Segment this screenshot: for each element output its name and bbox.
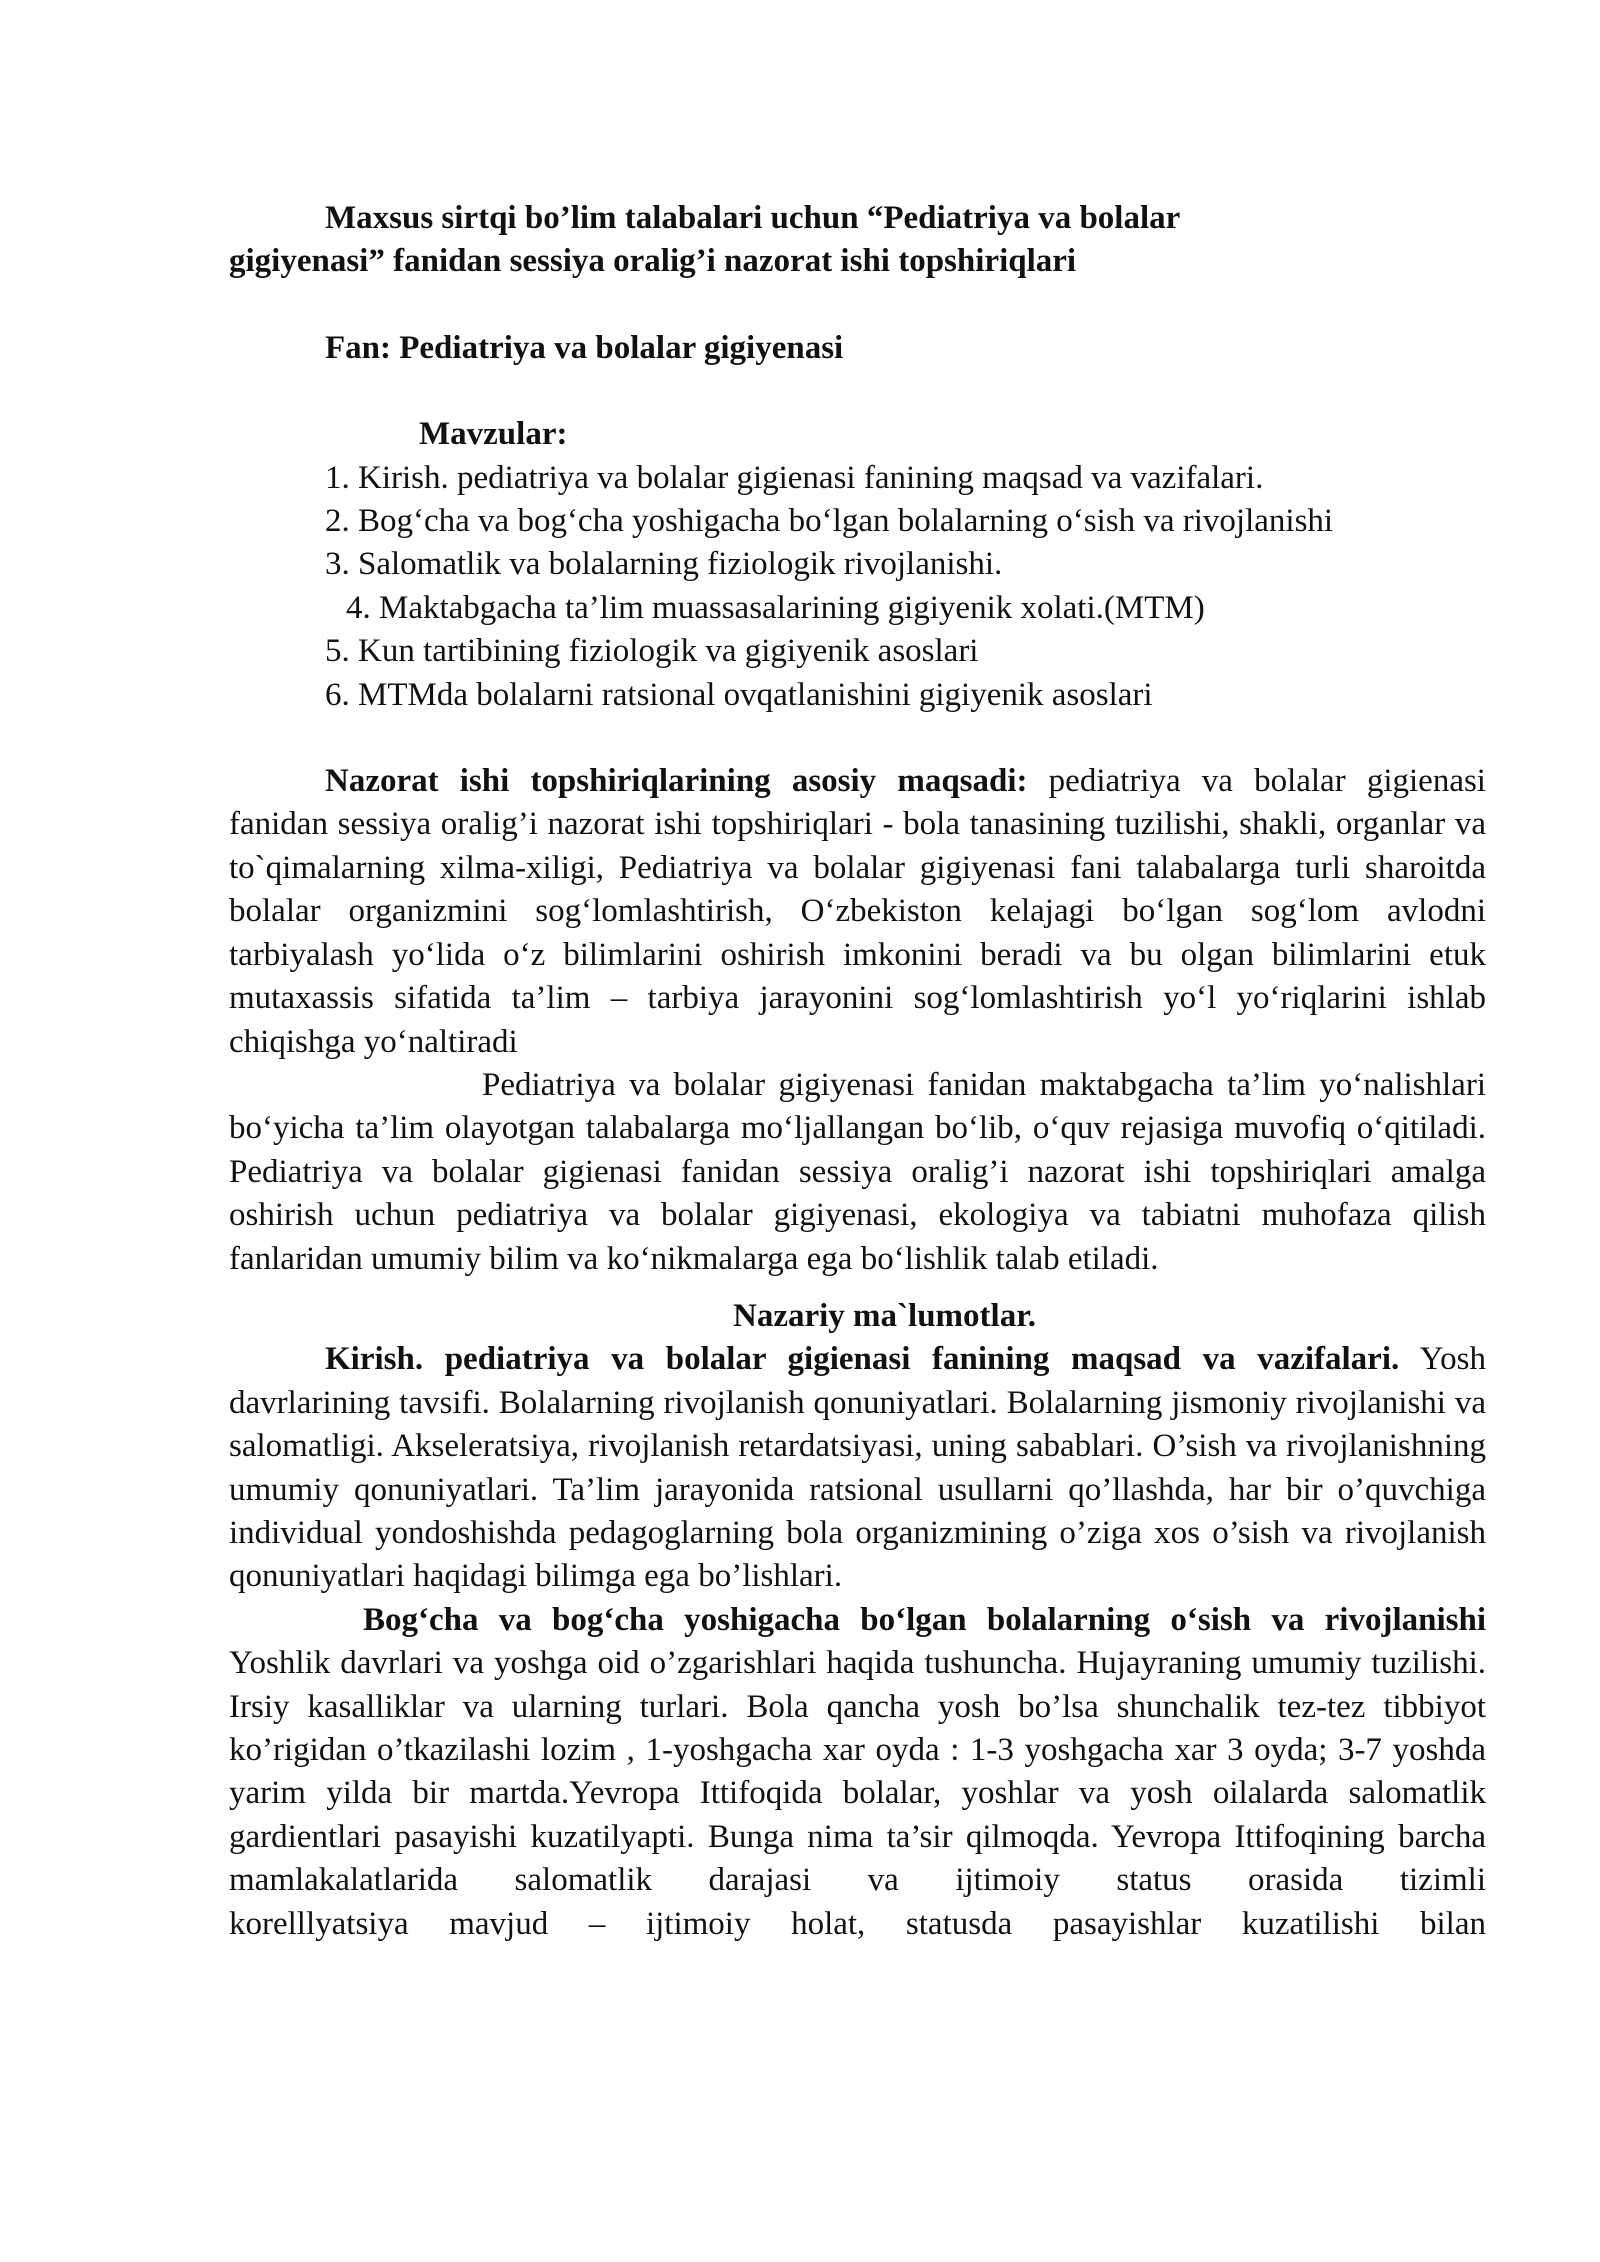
section-1-text: Yosh davrlarining tavsifi. Bolalarning rivojlanish qonuniyatlari. Bolalarning jismoniy rivojlanishi va salomatligi. Akseleratsiya, rivojlanish retardatsiyasi, uning sabablari. O’sish va rivojlanishning umumiy qonuniyatlari. Ta’lim jarayonida ratsional usullarni qo’llashda, har bir o’quvchiga individual yondoshishda pedagoglarning bola organizmining o’ziga xos o’sish va rivojlanish qonuniyatlari haqidagi bilimga ega bo’lishlari. — [229, 1341, 1486, 1595]
word: korelllyatsiya — [229, 1905, 409, 1942]
document-title — [229, 197, 1486, 284]
section-1-paragraph — [229, 1338, 1486, 1598]
topic-item: 2. Bog‘cha va bog‘cha yoshigacha bo‘lgan bolalarning o‘sish va rivojlanishi — [325, 503, 1334, 540]
purpose-lead: Nazorat ishi topshiriqlarining asosiy maqsadi: — [325, 763, 1028, 800]
section-2-paragraph — [229, 1599, 1486, 1903]
document-body — [229, 197, 1486, 1946]
word: pasayishlar — [1052, 1905, 1202, 1942]
topic-item: 5. Kun tartibining fiziologik va gigiyenik asoslari — [325, 633, 979, 670]
subject-line: Fan: Pediatriya va bolalar gigiyenasi — [325, 329, 844, 366]
topic-item: 3. Salomatlik va bolalarning fiziologik rivojlanishi. — [325, 546, 1003, 583]
course-paragraph: Pediatriya va bolalar gigiyenasi fanidan maktabgacha ta’lim yo‘nalishlari bo‘yicha ta’lim olayotgan talabalarga mo‘ljallangan bo‘lib, o‘quv rejasiga muvofiq o‘qitiladi. Pediatriya va bolalar gigienasi fanidan sessiya oralig’i nazorat ishi topshiriqlari amalga oshirish uchun pediatriya va bolalar gigiyenasi, ekologiya va tabiatni muhofaza qilish fanlaridan umumiy bilim va ko‘nikmalarga ega bo‘lishlik talab etiladi. — [229, 1066, 1486, 1277]
title-line-1: Maxsus sirtqi bo’lim talabalari uchun “Pediatriya va bolalar — [325, 200, 1181, 236]
section-2-text: Yoshlik davrlari va yoshga oid o’zgarishlari haqida tushuncha. Hujayraning umumiy tuzilishi. Irsiy kasalliklar va ularning turlari. Bola qancha yosh bo’lsa shunchalik tez-tez tibbiyot ko’rigidan o’tkazilashi lozim , 1-yoshgacha xar oyda : 1-3 yoshgacha xar 3 oyda; 3-7 yoshda yarim yilda bir martda.Yevropa Ittifoqida bolalar, yoshlar va yosh oilalarda salomatlik gardientlari pasayishi kuzatilyapti. Bunga nima ta’sir qilmoqda. Yevropa Ittifoqining barcha mamlakalatlarida salomatlik darajasi va ijtimoiy status orasida tizimli — [229, 1645, 1486, 1899]
word: statusda — [905, 1905, 1013, 1942]
word: mavjud — [449, 1905, 549, 1942]
theory-heading: Nazariy ma`lumotlar. — [733, 1297, 1037, 1334]
word: kuzatilishi — [1241, 1905, 1380, 1942]
word: – — [588, 1905, 606, 1942]
section-2-title: Bog‘cha va bog‘cha yoshigacha bo‘lgan bolalarning o‘sish va rivojlanishi — [363, 1601, 1486, 1638]
last-visible-line — [229, 1903, 1486, 1946]
topic-item: 1. Kirish. pediatriya va bolalar gigienasi fanining maqsad va vazifalari. — [325, 459, 1264, 496]
word: holat, — [791, 1905, 866, 1942]
word: bilan — [1420, 1905, 1486, 1942]
title-line-2: gigiyenasi” fanidan sessiya oralig’i nazorat ishi topshiriqlari — [229, 243, 1077, 280]
topics-heading: Mavzular: — [419, 416, 568, 453]
section-1-title: Kirish. pediatriya va bolalar gigienasi fanining maqsad va vazifalari. — [325, 1341, 1400, 1378]
purpose-paragraph — [229, 760, 1486, 1064]
topics-list — [229, 457, 1486, 717]
topic-item: 4. Maktabgacha ta’lim muassasalarining gigiyenik xolati.(MTM) — [346, 589, 1205, 626]
word: ijtimoiy — [645, 1905, 751, 1942]
topic-item: 6. MTMda bolalarni ratsional ovqatlanishini gigiyenik asoslari — [325, 676, 1153, 713]
purpose-text: pediatriya va bolalar gigienasi fanidan sessiya oralig’i nazorat ishi topshiriqlari - bola tanasining tuzilishi, shakli, organlar va to`qimalarning xilma-xiligi, Pediatriya va bolalar gigiyenasi fani talabalarga turli sharoitda bolalar organizmini sog‘lomlashtirish, O‘zbekiston kelajagi bo‘lgan sog‘lom avlodni tarbiyalash yo‘lida o‘z bilimlarini oshirish imkonini beradi va bu olgan bilimlarini etuk mutaxassis sifatida ta’lim – tarbiya jarayonini sog‘lomlashtirish yo‘l yo‘riqlarini ishlab chiqishga yo‘naltiradi — [229, 763, 1486, 1060]
